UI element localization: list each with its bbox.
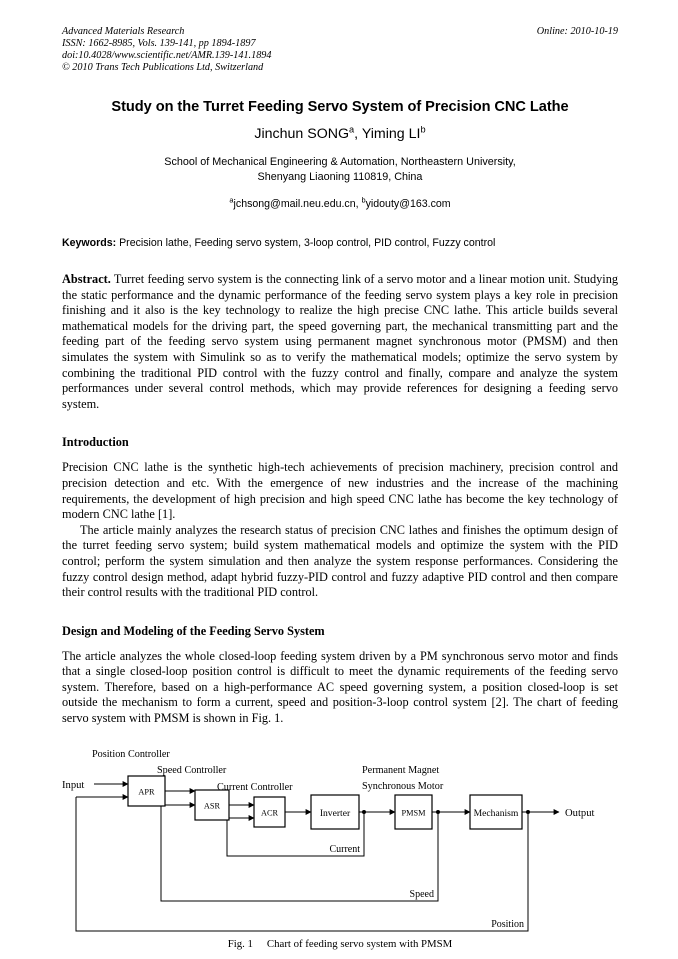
loop-position-feedback: [76, 797, 528, 931]
page-content: [62, 26, 618, 951]
figure-1-block-diagram: [62, 743, 618, 933]
feedback-label-speed: Speed: [409, 888, 434, 900]
figure-1: [62, 743, 618, 951]
figure-blocks: [128, 776, 522, 829]
junction-dot-current: [362, 810, 366, 814]
author-emails: [62, 197, 618, 212]
author-list: [62, 125, 618, 143]
junction-dot-speed: [436, 810, 440, 814]
email-separator: ,: [355, 198, 362, 210]
block-asr-label: ASR: [203, 801, 221, 811]
figure-input-label: Input: [62, 779, 85, 791]
feedback-label-position: Position: [491, 918, 524, 930]
feedback-label-current: Current: [329, 843, 360, 855]
annotation-position-controller: Position Controller: [92, 748, 170, 760]
journal-masthead: [62, 26, 618, 74]
block-acr-label: ACR: [260, 808, 279, 818]
affiliation-line-2: Shenyang Liaoning 110819, China: [257, 171, 423, 183]
figure-1-caption: [62, 937, 618, 951]
abstract-paragraph: [62, 272, 618, 412]
block-mechanism-label: Mechanism: [473, 807, 519, 819]
abstract-text: Turret feeding servo system is the connecting link of a servo motor and a linear motion unit. Studying the static performance and the dynamic performance of the feeding servo system plays a key role in precision finishing and it also is the key technology to realize the high precise CNC lathe. This article builds several mathematical models for the driving part, the speed governing part, the mechanical transmitting part and the feeding part of the feeding servo system using permanent magnet synchronous motor (PMSM) and then simulates the system with Simulink so as to verify the mathematical models; optimize the servo system by combining the traditional PID control with the fuzzy control and finally, compare and analyze the system performances under several control methods, which may provide references for designing a feeding servo system.: [62, 272, 618, 411]
block-pmsm-label: PMSM: [401, 808, 426, 818]
journal-name: Advanced Materials Research: [62, 26, 185, 37]
annotation-motor-line-1: Permanent Magnet: [362, 764, 440, 776]
annotation-speed-controller: Speed Controller: [157, 764, 227, 776]
online-publication-date: Online: 2010-10-19: [536, 26, 618, 37]
block-inverter-label: Inverter: [319, 807, 351, 819]
section-heading-introduction: Introduction: [62, 435, 129, 450]
keywords-label: Keywords:: [62, 237, 117, 249]
section-heading-design-and-modeling: Design and Modeling of the Feeding Servo System: [62, 623, 325, 638]
affiliation: [62, 155, 618, 185]
email-1: jchsong@mail.neu.edu.cn: [233, 198, 356, 210]
design-paragraph-1: The article analyzes the whole closed-loop feeding system driven by a PM synchronous servo motor and finds that a single closed-loop position control is difficult to meet the dynamic requirements of the feeding servo system. Therefore, based on a high-performance AC speed governing system, a position closed-loop is set outside the mechanism to form a current, speed and position-3-loop control system [2]. The chart of feeding servo system with PMSM is shown in Fig. 1.: [62, 648, 618, 726]
keywords-value: Precision lathe, Feeding servo system, 3-loop control, PID control, Fuzzy control: [116, 237, 496, 249]
journal-doi-line: doi:10.4028/www.scientific.net/AMR.139-141.1894: [62, 50, 272, 61]
block-apr-label: APR: [138, 787, 155, 797]
introduction-paragraph-2: The article mainly analyzes the research status of precision CNC lathes and finishes the optimum design of the turret feeding servo system; build system mathematical models and optimize the system with the PID control; perform the system simulation and then analyze the system response performances. Considering the fuzzy control design method, adapt hybrid fuzzy-PID control and fuzzy adaptive PID control and then compare their control results with the traditional PID control.: [62, 522, 618, 600]
introduction-paragraph-1: Precision CNC lathe is the synthetic high-tech achievements of precision machinery, precision control and precision detection and etc. With the emergence of new industries and the increase of the machining requirements, the development of high precision and high speed CNC lathe has become the key technology of modern CNC lathe [1].: [62, 460, 618, 522]
abstract-label: Abstract.: [62, 272, 111, 286]
author-2-name: Yiming LI: [361, 126, 421, 142]
figure-caption-number: Fig. 1: [227, 937, 253, 950]
figure-caption-text: Chart of feeding servo system with PMSM: [266, 937, 453, 950]
junction-dot-position: [526, 810, 530, 814]
keywords-line: [62, 236, 618, 250]
author-separator: ,: [354, 126, 362, 142]
journal-copyright-line: © 2010 Trans Tech Publications Ltd, Switzerland: [62, 62, 264, 73]
annotation-current-controller: Current Controller: [217, 781, 293, 793]
page-title: Study on the Turret Feeding Servo System of Precision CNC Lathe: [111, 99, 569, 115]
figure-output-label: Output: [565, 807, 595, 819]
author-1-name: Jinchun SONG: [254, 126, 350, 142]
author-2-affiliation-marker: b: [420, 124, 426, 135]
annotation-motor-line-2: Synchronous Motor: [362, 780, 444, 792]
email-2-marker: b: [361, 195, 366, 205]
email-1-marker: a: [229, 195, 234, 205]
email-2: yidouty@163.com: [365, 198, 451, 210]
author-1-affiliation-marker: a: [349, 124, 355, 135]
journal-issn-line: ISSN: 1662-8985, Vols. 139-141, pp 1894-1897: [62, 38, 256, 49]
affiliation-line-1: School of Mechanical Engineering & Automation, Northeastern University,: [164, 156, 516, 168]
